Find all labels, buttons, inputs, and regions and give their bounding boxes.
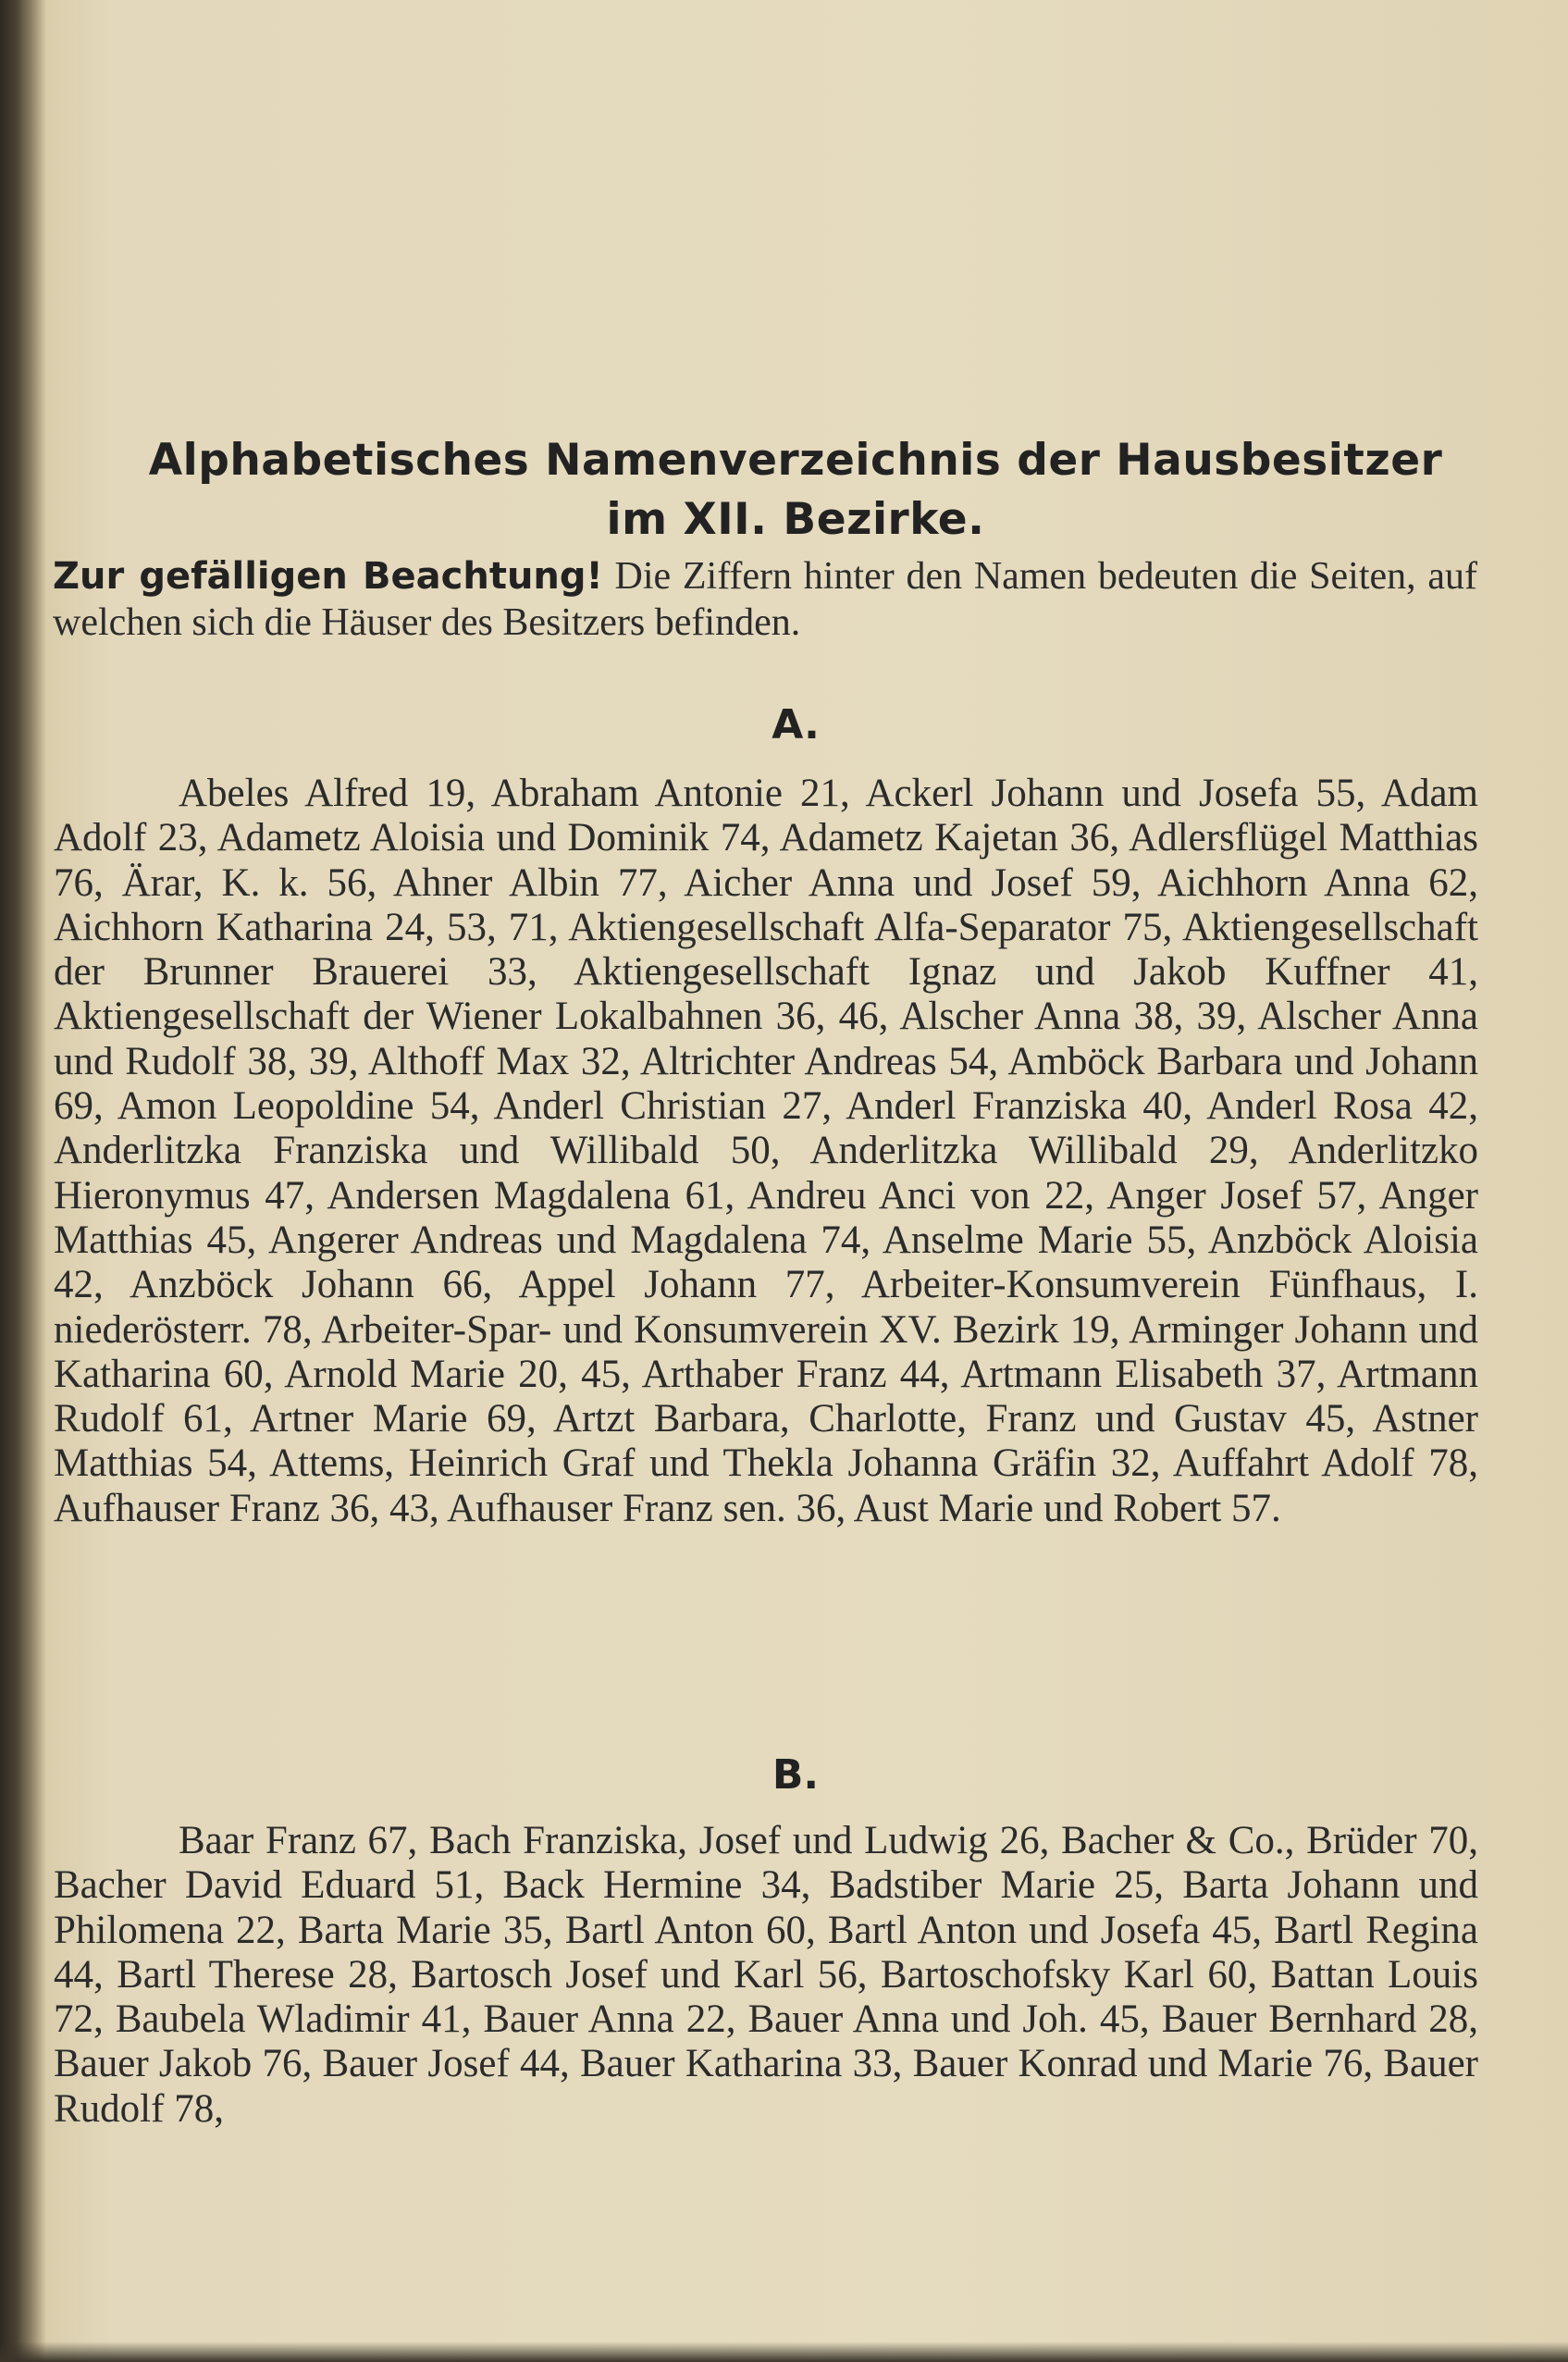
section-entries-a: Abeles Alfred 19, Abraham Antonie 21, Ackerl Johann und Josefa 55, Adam Adolf 23, Adametz Aloisia und Dominik 74, Adametz Kajetan 36, Adlersflügel Matthias 76, Ärar, K. k. 56, Ahner Albin 77, Aicher Anna und Josef 59, Aichhorn Anna 62, Aichhorn Katharina 24, 53, 71, Aktiengesellschaft Alfa-Separator 75, Aktiengesellschaft der Brunner Brauerei 33, Aktiengesellschaft Ignaz und Jakob Kuffner 41, Aktiengesellschaft der Wiener Lokalbahnen 36, 46, Alscher Anna 38, 39, Alscher Anna und Rudolf 38, 39, Althoff Max 32, Altrichter Andreas 54, Amböck Barbara und Johann 69, Amon Leopoldine 54, Anderl Christian 27, Anderl Franziska 40, Anderl Rosa 42, Anderlitzka Franziska und Willibald 50, Anderlitzka Willibald 29, Anderlitzko Hieronymus 47, Andersen Magdalena 61, Andreu Anci von 22, Anger Josef 57, Anger Matthias 45, Angerer Andreas und Magdalena 74, Anselme Marie 55, Anzböck Aloisia 42, Anzböck Johann 66, Appel Johann 77, Arbeiter-Konsumverein Fünfhaus, I. niederösterr. 78, Arbeiter-Spar- und Konsumverein XV. Bezirk 19, Arminger Johann und Katharina 60, Arnold Marie 20, 45, Arthaber Franz 44, Artmann Elisabeth 37, Artmann Rudolf 61, Artner Marie 69, Artzt Barbara, Charlotte, Franz und Gustav 45, Astner Matthias 54, Attems, Heinrich Graf und Thekla Johanna Gräfin 32, Auffahrt Adolf 78, Aufhauser Franz 36, 43, Aufhauser Franz sen. 36, Aust Marie und Robert 57.: [54, 772, 1478, 1530]
section-heading-b: B.: [772, 1751, 820, 1799]
reader-note-label: Zur gefälligen Beachtung!: [53, 555, 603, 598]
page-title-line-1: Alphabetisches Namenverzeichnis der Hausbesitzer: [148, 435, 1443, 486]
page-title-line-2: im XII. Bezirke.: [606, 494, 985, 545]
reader-note-text: Die Ziffern hinter den Namen bedeuten die Seiten, auf welchen sich die Häuser des Besitzers befinden.: [53, 555, 1477, 644]
reader-note: [53, 553, 1477, 646]
page-bottom-edge: [0, 2342, 1568, 2362]
section-heading-a: A.: [772, 701, 820, 748]
book-binding-edge: [0, 0, 46, 2362]
section-entries-b: Baar Franz 67, Bach Franziska, Josef und Ludwig 26, Bacher & Co., Brüder 70, Bacher David Eduard 51, Back Hermine 34, Badstiber Marie 25, Barta Johann und Philomena 22, Barta Marie 35, Bartl Anton 60, Bartl Anton und Josefa 45, Bartl Regina 44, Bartl Therese 28, Bartosch Josef und Karl 56, Bartoschofsky Karl 60, Battan Louis 72, Baubela Wladimir 41, Bauer Anna 22, Bauer Anna und Joh. 45, Bauer Bernhard 28, Bauer Jakob 76, Bauer Josef 44, Bauer Katharina 33, Bauer Konrad und Marie 76, Bauer Rudolf 78,: [54, 1819, 1478, 2131]
